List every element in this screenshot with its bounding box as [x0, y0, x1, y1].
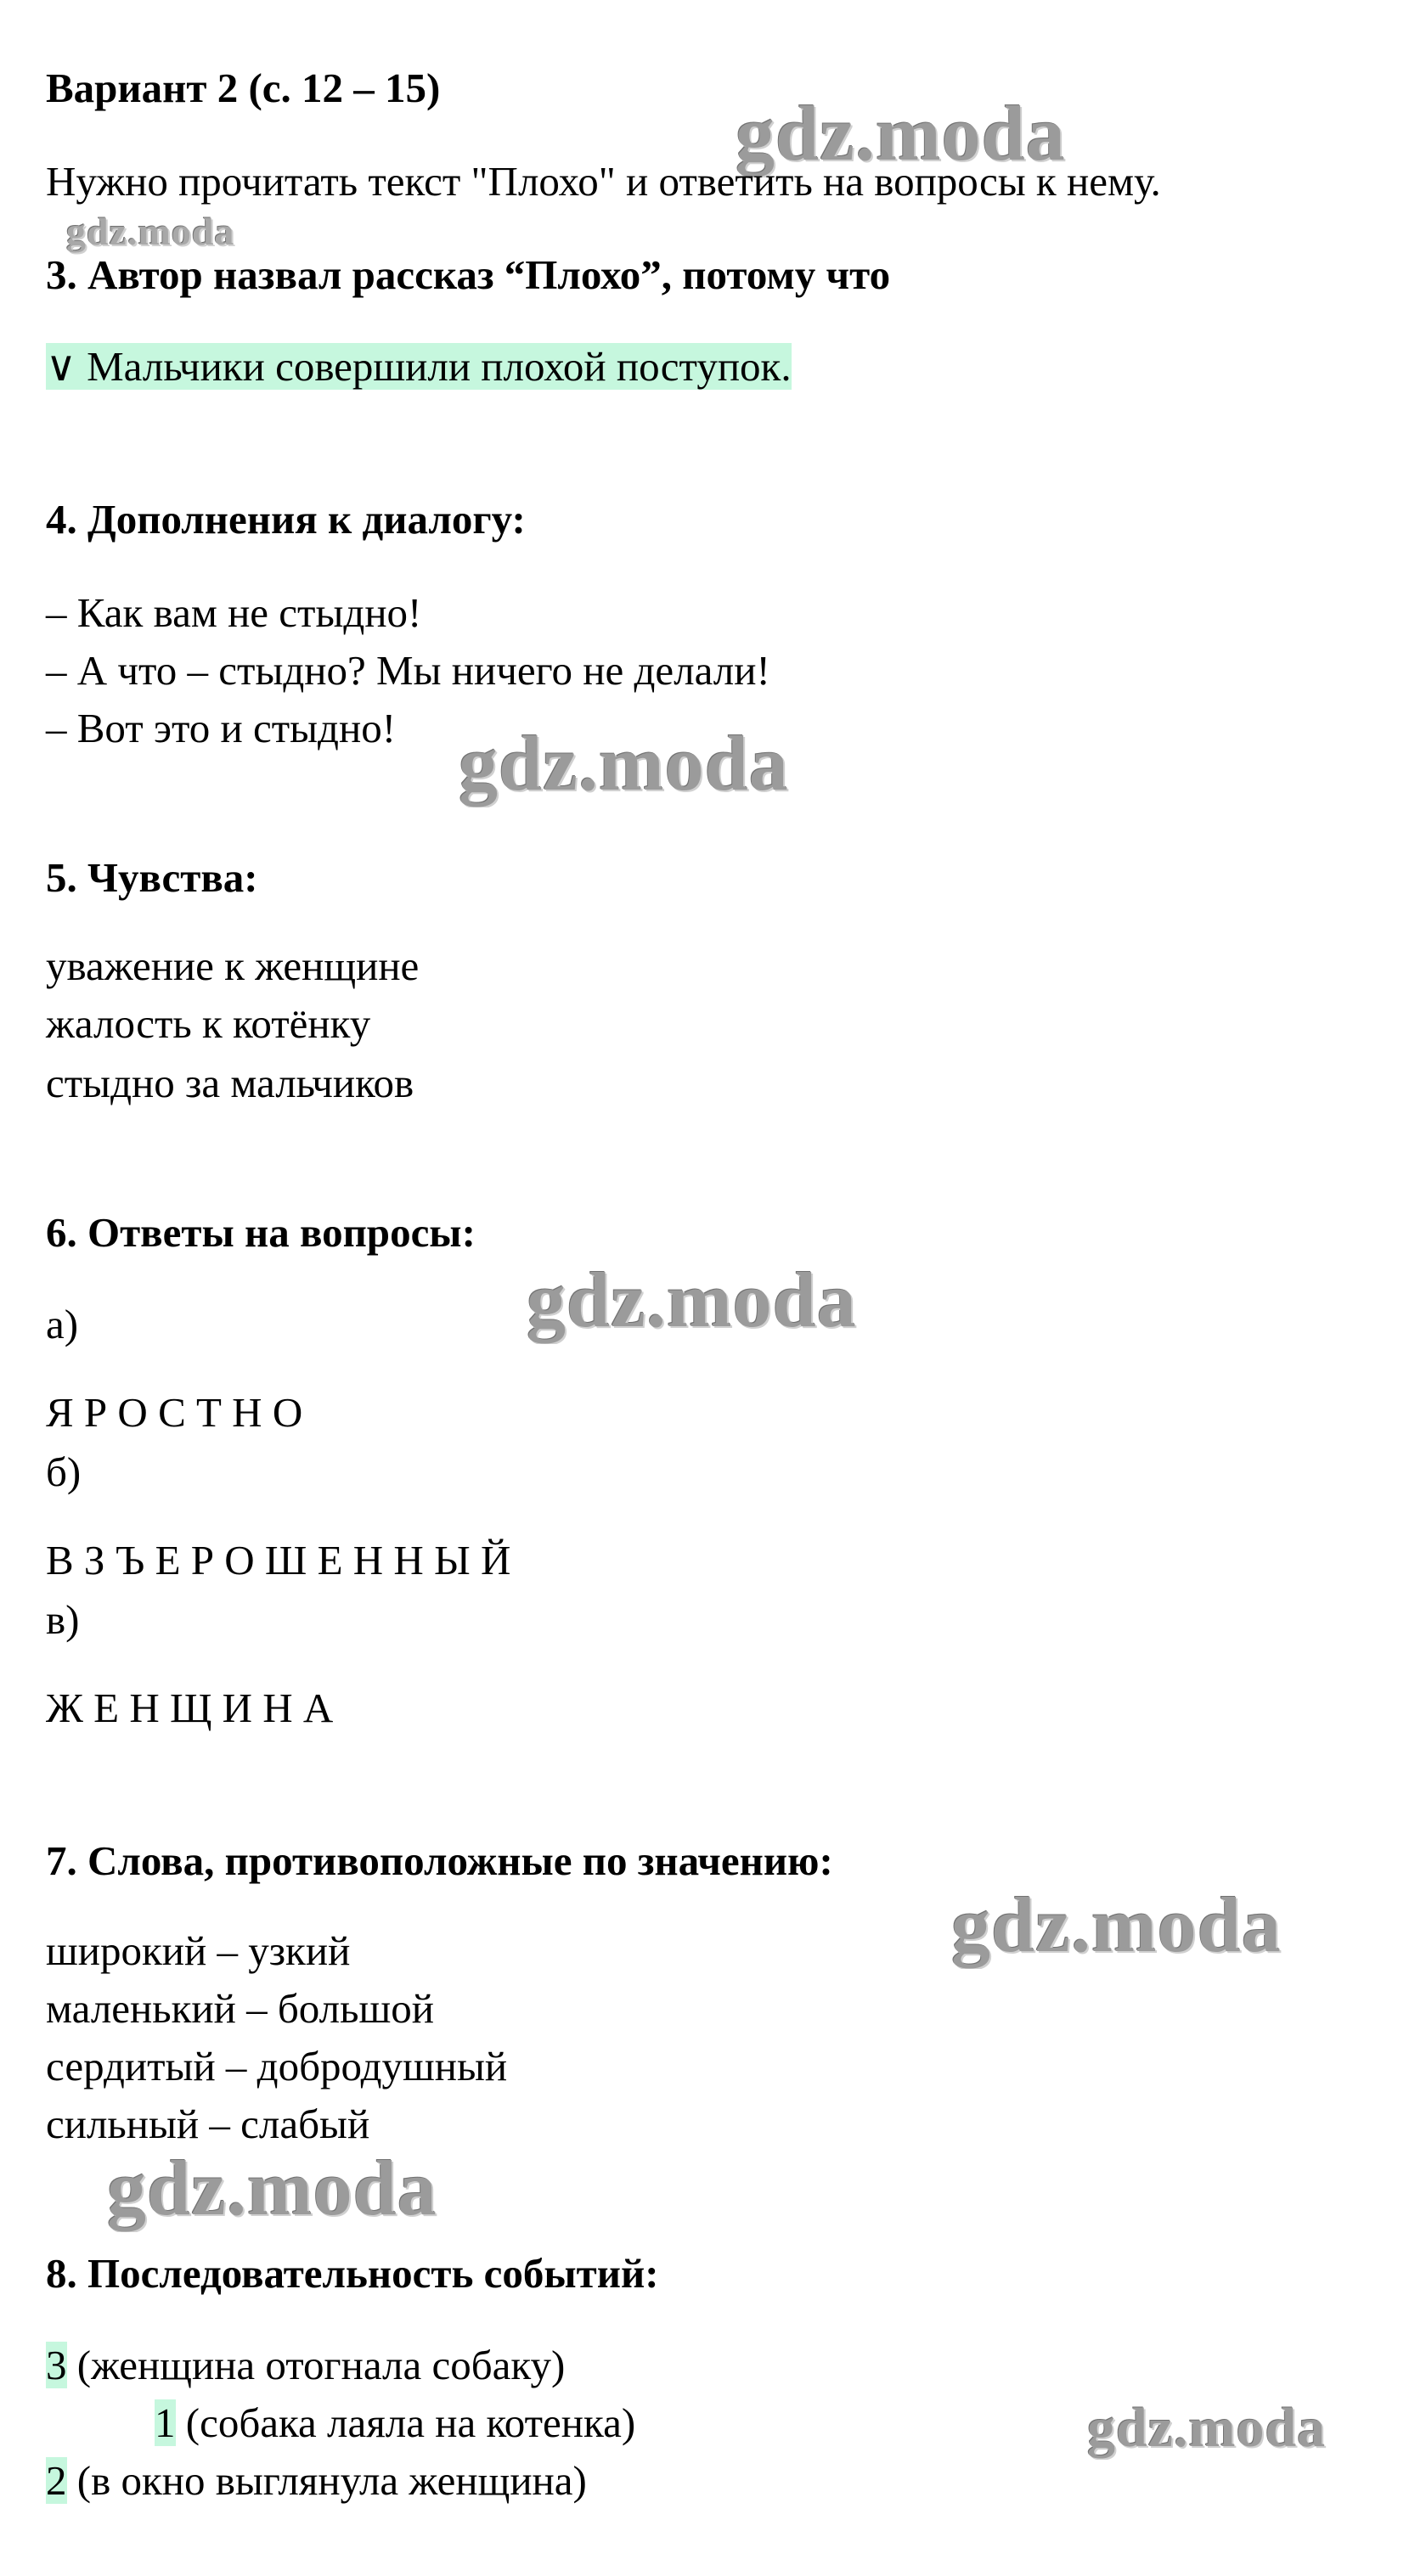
- q8-item-text: (в окно выглянула женщина): [66, 2457, 587, 2504]
- q4-line: – Вот это и стыдно!: [46, 705, 397, 751]
- q7-heading: 7. Слова, противоположные по значению:: [46, 1837, 833, 1884]
- watermark: gdz.moda: [736, 90, 1066, 177]
- q7-line: широкий – узкий: [46, 1927, 351, 1974]
- q5-heading: 5. Чувства:: [46, 854, 258, 901]
- watermark: gdz.moda: [459, 720, 789, 807]
- q8-item-number: 1: [155, 2399, 176, 2446]
- q4-heading: 4. Дополнения к диалогу:: [46, 496, 526, 543]
- q6-answer-b: В З Ъ Е Р О Ш Е Н Н Ы Й: [46, 1537, 511, 1583]
- q3-answer-text: ∨ Мальчики совершили плохой поступок.: [46, 343, 792, 390]
- watermark: gdz.moda: [951, 1881, 1282, 1968]
- q6-label-a: а): [46, 1301, 79, 1347]
- q8-item: [155, 2399, 635, 2447]
- q3-answer: [46, 343, 792, 391]
- q4-line: – Как вам не стыдно!: [46, 589, 422, 636]
- intro-text: Нужно прочитать текст "Плохо" и ответить на вопросы к нему.: [46, 158, 1161, 205]
- q8-item: [46, 2342, 565, 2389]
- watermark: gdz.moda: [527, 1257, 857, 1343]
- q8-item-text: (женщина отогнала собаку): [66, 2342, 566, 2388]
- q8-item: [46, 2457, 587, 2505]
- q6-answer-a: Я Р О С Т Н О: [46, 1389, 303, 1436]
- q7-line: сердитый – добродушный: [46, 2043, 508, 2089]
- q5-line: уважение к женщине: [46, 942, 420, 989]
- watermark: gdz.moda: [1087, 2397, 1327, 2459]
- q6-label-b: б): [46, 1448, 82, 1495]
- q7-line: маленький – большой: [46, 1985, 434, 2032]
- q8-item-text: (собака лаяла на котенка): [175, 2399, 636, 2446]
- q8-item-number: 3: [46, 2342, 67, 2388]
- watermark: gdz.moda: [107, 2145, 437, 2231]
- q6-answer-c: Ж Е Н Щ И Н А: [46, 1685, 334, 1731]
- q8-item-number: 2: [46, 2457, 67, 2504]
- q4-line: – А что – стыдно? Мы ничего не делали!: [46, 647, 770, 694]
- page-title: Вариант 2 (с. 12 – 15): [46, 65, 441, 111]
- q8-heading: 8. Последовательность событий:: [46, 2250, 659, 2297]
- q6-heading: 6. Ответы на вопросы:: [46, 1209, 476, 1256]
- q6-label-c: в): [46, 1596, 80, 1643]
- q5-line: жалость к котёнку: [46, 1000, 371, 1047]
- watermark: gdz.moda: [66, 210, 235, 253]
- q3-heading: 3. Автор назвал рассказ “Плохо”, потому что: [46, 251, 891, 298]
- q7-line: сильный – слабый: [46, 2101, 370, 2147]
- q5-line: стыдно за мальчиков: [46, 1060, 414, 1106]
